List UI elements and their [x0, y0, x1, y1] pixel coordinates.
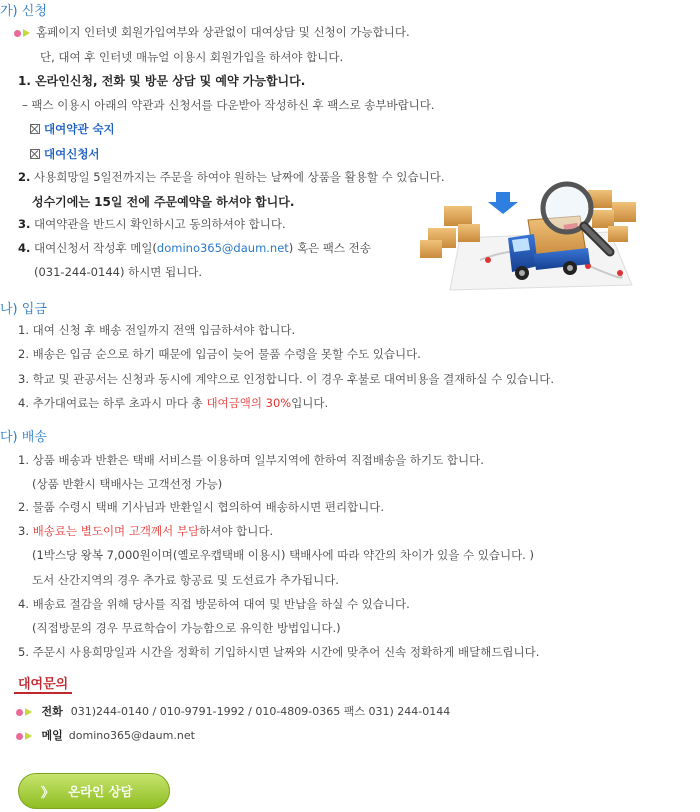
online-consult-label: 온라인 상담: [68, 784, 133, 799]
application-item-3: 3. 대여약관을 반드시 확인하시고 동의하셔야 합니다.: [18, 217, 286, 231]
delivery-item-4-sub: (직접방문의 경우 무료학습이 가능함으로 유익한 방법입니다.): [32, 621, 341, 635]
online-consult-button[interactable]: [18, 773, 170, 809]
checkbox-icon: [30, 149, 40, 159]
delivery-item-2: 2. 물품 수령시 택배 기사님과 반환일시 협의하여 배송하시면 편리합니다.: [18, 500, 385, 514]
inquiry-mail: 메일 domino365@daum.net: [16, 727, 195, 743]
peak-season-note: 성수기에는 15일 전에 주문예약을 하셔야 합니다.: [32, 195, 295, 209]
application-form-link[interactable]: 대여신청서: [30, 146, 100, 162]
bullet-icon: [16, 708, 38, 716]
delivery-item-3-sub-1: (1박스당 왕복 7,000원이며(옐로우캡택배 이용시) 택배사에 따라 약간의 차이가 있을 수 있습니다. ): [32, 548, 534, 562]
application-item-4: 4. 대여신청서 작성후 메일(domino365@daum.net) 혹은 팩스 전송: [18, 241, 371, 255]
section-title-delivery: 다) 배송: [0, 430, 47, 445]
delivery-item-3: 3. 배송료는 별도이며 고객께서 부담하셔야 합니다.: [18, 524, 274, 538]
section-title-application: 가) 신청: [0, 4, 47, 19]
application-item-2: 2. 사용희망일 5일전까지는 주문을 하여야 원하는 날짜에 상품을 활용할 수 있습니다.: [18, 170, 445, 184]
double-chevron-right-icon: 》: [41, 785, 55, 801]
delivery-item-1-sub: (상품 반환시 택배사는 고객선정 가능): [32, 477, 223, 491]
email-link[interactable]: domino365@daum.net: [156, 241, 289, 255]
payment-item-1: 1. 대여 신청 후 배송 전일까지 전액 입금하셔야 합니다.: [18, 323, 296, 337]
bullet-icon: [14, 29, 36, 37]
checkbox-icon: [30, 124, 40, 134]
inquiry-mail-value[interactable]: domino365@daum.net: [68, 729, 195, 742]
delivery-item-1: 1. 상품 배송과 반환은 택배 서비스를 이용하며 일부지역에 한하여 직접배송을 하기도 합니다.: [18, 453, 484, 467]
section-title-payment: 나) 입금: [0, 302, 47, 317]
delivery-item-3-sub-2: 도서 산간지역의 경우 추가료 항공료 및 도선료가 추가됩니다.: [32, 573, 339, 587]
delivery-item-4: 4. 배송료 절감을 위해 당사를 직접 방문하여 대여 및 반납을 하실 수 있습니다.: [18, 597, 410, 611]
fax-note: – 팩스 이용시 아래의 약관과 신청서를 다운받아 작성하신 후 팩스로 송부바랍니다.: [22, 98, 435, 112]
inquiry-phone: 전화 031)244-0140 / 010-9791-1992 / 010-4809-0365 팩스 031) 244-0144: [16, 703, 450, 719]
payment-item-3: 3. 학교 및 관공서는 신청과 동시에 계약으로 인정합니다. 이 경우 후불로 대여비용을 결재하실 수 있습니다.: [18, 372, 555, 386]
application-item-4-fax: (031-244-0144) 하시면 됩니다.: [34, 265, 203, 279]
payment-item-4: 4. 추가대여료는 하루 초과시 마다 총 대여금액의 30%입니다.: [18, 396, 329, 410]
inquiry-underline: [14, 692, 72, 694]
application-intro-1: 홈페이지 인터넷 회원가입여부와 상관없이 대여상담 및 신청이 가능합니다.: [14, 24, 410, 40]
terms-doc-link[interactable]: 대여약관 숙지: [30, 121, 115, 137]
delivery-truck-magnifier-illustration: [410, 180, 642, 292]
application-item-1: 1. 온라인신청, 전화 및 방문 상담 및 예약 가능합니다.: [18, 74, 306, 88]
inquiry-title: 대여문의: [18, 677, 69, 692]
payment-item-2: 2. 배송은 입금 순으로 하기 때문에 입금이 늦어 물품 수령을 못할 수도 있습니다.: [18, 347, 421, 361]
delivery-item-5: 5. 주문시 사용희망일과 시간을 정확히 기입하시면 날짜와 시간에 맞추어 신속 정확하게 배달해드립니다.: [18, 645, 540, 659]
application-intro-2: 단, 대여 후 인터넷 매뉴얼 이용시 회원가입을 하셔야 합니다.: [40, 50, 344, 64]
bullet-icon: [16, 732, 38, 740]
